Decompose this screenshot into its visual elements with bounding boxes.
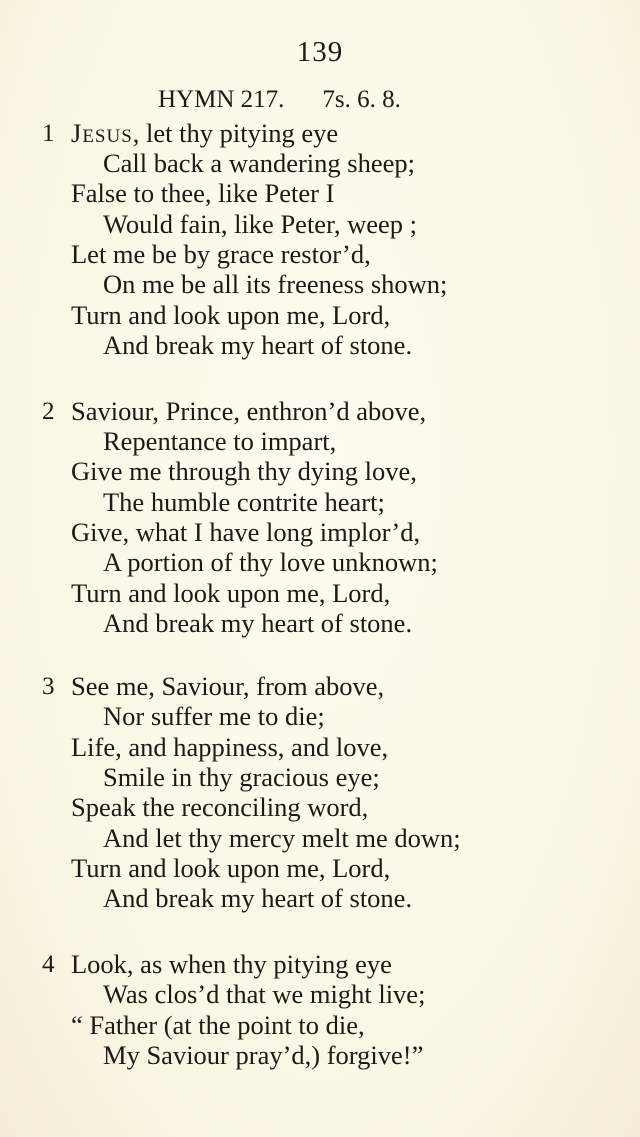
hymn-title: HYMN 217. [158, 86, 285, 113]
verse-line: Call back a wandering sheep; [103, 148, 415, 178]
verse-line: On me be all its freeness shown; [103, 269, 448, 299]
verse-line: Would fain, like Peter, weep ; [103, 209, 417, 239]
verse-line: Nor suffer me to die; [103, 701, 325, 731]
verse-line: My Saviour pray’d,) forgive!” [103, 1040, 424, 1070]
verse-line: Turn and look upon me, Lord, [71, 853, 391, 883]
verse-line: See me, Saviour, from above, [71, 671, 385, 701]
verse-number: 3 [42, 673, 55, 700]
verse-line: Speak the reconciling word, [71, 792, 369, 822]
verse-line: Smile in thy gracious eye; [103, 762, 380, 792]
verse-line: “ Father (at the point to die, [71, 1010, 365, 1040]
verse-line: Saviour, Prince, enthron’d above, [71, 396, 427, 426]
verse-line: Look, as when thy pitying eye [71, 949, 392, 979]
verse-line: A portion of thy love unknown; [103, 547, 438, 577]
verse-line: Jesus, let thy pitying eye [71, 118, 339, 148]
verse-line: And let thy mercy melt me down; [103, 823, 461, 853]
verse-line: Turn and look upon me, Lord, [71, 578, 391, 608]
verse-line: And break my heart of stone. [103, 330, 413, 360]
verse-line: Turn and look upon me, Lord, [71, 300, 391, 330]
verse-line: Let me be by grace restor’d, [71, 239, 371, 269]
verse-line: And break my heart of stone. [103, 883, 413, 913]
verse-number: 2 [42, 398, 55, 425]
verse-line: Repentance to impart, [103, 426, 337, 456]
verse-first-word: Jesus [71, 118, 133, 148]
hymn-header [158, 86, 401, 114]
verse-line: Give me through thy dying love, [71, 456, 417, 486]
hymn-meter: 7s. 6. 8. [322, 86, 401, 113]
page-number: 139 [296, 36, 344, 68]
verse-line: Was clos’d that we might live; [103, 979, 426, 1009]
verse-line: Life, and happiness, and love, [71, 732, 389, 762]
verse-number: 1 [42, 120, 55, 147]
verse-line: The humble contrite heart; [103, 487, 385, 517]
verse-number: 4 [42, 951, 55, 978]
verse-line: And break my heart of stone. [103, 608, 413, 638]
verse-line: False to thee, like Peter I [71, 178, 335, 208]
verse-line: Give, what I have long implor’d, [71, 517, 421, 547]
